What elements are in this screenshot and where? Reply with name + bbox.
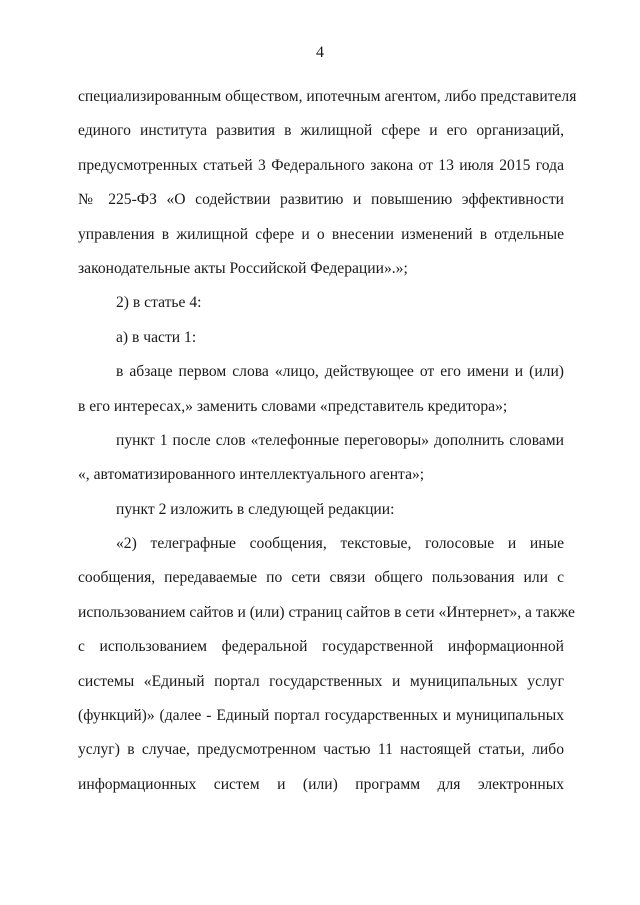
text-line: с использованием федеральной государственной информационной bbox=[78, 638, 564, 656]
text-line: использованием сайтов и (или) страниц сайтов в сети «Интернет», а также bbox=[78, 603, 575, 621]
document-body bbox=[78, 80, 577, 802]
page-number: 4 bbox=[316, 44, 324, 61]
text-line: в абзаце первом слова «лицо, действующее от его имени и (или) bbox=[116, 363, 564, 381]
text-line: (функций)» (далее - Единый портал государственных и муниципальных bbox=[78, 707, 564, 725]
text-line: предусмотренных статьей 3 Федерального закона от 13 июля 2015 года bbox=[78, 156, 564, 174]
text-line: услуг) в случае, предусмотренном частью 11 настоящей статьи, либо bbox=[78, 741, 564, 759]
text-line: «, автоматизированного интеллектуального агента»; bbox=[78, 466, 425, 484]
text-line: в его интересах,» заменить словами «представитель кредитора»; bbox=[78, 397, 508, 415]
text-line: сообщения, передаваемые по сети связи общего пользования или с bbox=[78, 569, 564, 587]
text-line: системы «Единый портал государственных и муниципальных услуг bbox=[78, 672, 564, 690]
text-line: № 225-ФЗ «О содействии развитию и повышению эффективности bbox=[78, 191, 564, 209]
text-line: специализированным обществом, ипотечным агентом, либо представителя bbox=[78, 88, 577, 105]
text-line: пункт 1 после слов «телефонные переговоры» дополнить словами bbox=[116, 431, 564, 449]
text-line: информационных систем и (или) программ для электронных bbox=[78, 775, 564, 793]
text-line: единого института развития в жилищной сфере и его организаций, bbox=[78, 122, 564, 140]
text-line: законодательные акты Российской Федерации».»; bbox=[78, 259, 408, 277]
text-line: «2) телеграфные сообщения, текстовые, голосовые и иные bbox=[116, 535, 564, 553]
text-line: управления в жилищной сфере и о внесении изменений в отдельные bbox=[78, 225, 564, 243]
text-line: 2) в статье 4: bbox=[116, 294, 202, 312]
text-line: пункт 2 изложить в следующей редакции: bbox=[116, 500, 395, 518]
text-line: а) в части 1: bbox=[116, 328, 197, 346]
